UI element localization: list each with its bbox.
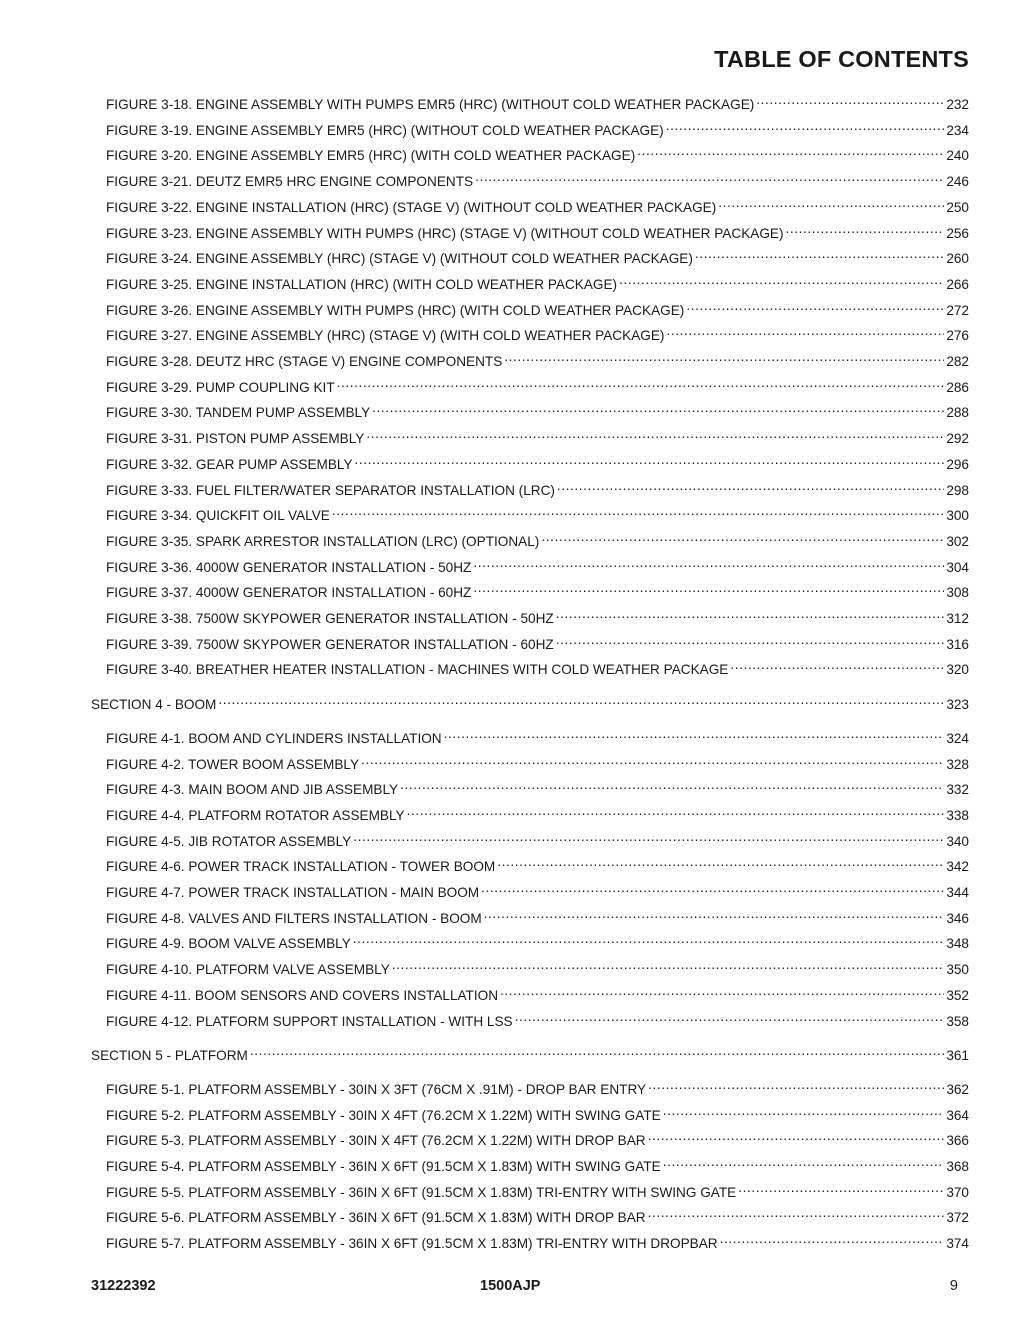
toc-figure-entry[interactable] xyxy=(106,245,969,268)
toc-entry-page: 344 xyxy=(946,885,969,900)
toc-leader-dots xyxy=(666,117,945,135)
toc-entry-label: FIGURE 3-37. 4000W GENERATOR INSTALLATION - 60HZ xyxy=(106,585,472,601)
toc-figure-entry[interactable] xyxy=(106,297,969,320)
toc-leader-dots xyxy=(481,879,944,897)
toc-entry-page: 362 xyxy=(946,1081,969,1097)
toc-entry-page: 324 xyxy=(946,730,969,746)
toc-entry-label: FIGURE 4-5. JIB ROTATOR ASSEMBLY xyxy=(106,833,352,849)
toc-entry-label: FIGURE 3-20. ENGINE ASSEMBLY EMR5 (HRC) (WITH COLD WEATHER PACKAGE) xyxy=(106,148,636,164)
toc-leader-dots xyxy=(718,194,944,212)
toc-leader-dots xyxy=(515,1008,945,1026)
page-title: TABLE OF CONTENTS xyxy=(714,46,969,72)
toc-entry-page: 272 xyxy=(946,302,969,318)
toc-entry-label: SECTION 5 - PLATFORM xyxy=(91,1047,248,1063)
toc-figure-entry[interactable] xyxy=(106,271,969,294)
toc-figure-entry[interactable] xyxy=(106,930,969,953)
toc-leader-dots xyxy=(353,930,945,948)
toc-figure-entry[interactable] xyxy=(106,528,969,551)
toc-leader-dots xyxy=(637,142,944,160)
toc-entry-label: FIGURE 4-6. POWER TRACK INSTALLATION - TOWER BOOM xyxy=(106,859,496,875)
toc-entry-label: FIGURE 3-32. GEAR PUMP ASSEMBLY xyxy=(106,456,353,472)
toc-leader-dots xyxy=(663,1153,945,1171)
toc-entry-page: 300 xyxy=(946,508,969,524)
toc-entry-label: FIGURE 3-22. ENGINE INSTALLATION (HRC) (STAGE V) (WITHOUT COLD WEATHER PACKAGE) xyxy=(106,199,717,215)
toc-figure-entry[interactable] xyxy=(106,853,969,876)
toc-entry-page: 298 xyxy=(946,482,969,498)
toc-entry-page: 332 xyxy=(946,782,969,798)
toc-leader-dots xyxy=(504,348,944,366)
toc-figure-entry[interactable] xyxy=(106,956,969,979)
toc-leader-dots xyxy=(756,91,944,109)
toc-entry-label: FIGURE 5-6. PLATFORM ASSEMBLY - 36IN X 6FT (91.5CM X 1.83M) WITH DROP BAR xyxy=(106,1210,646,1226)
toc-entry-page: 250 xyxy=(946,199,969,215)
toc-figure-entry[interactable] xyxy=(106,477,969,500)
toc-leader-dots xyxy=(473,554,944,572)
toc-entry-label: FIGURE 3-35. SPARK ARRESTOR INSTALLATION (LRC) (OPTIONAL) xyxy=(106,533,540,549)
toc-entry-page: 340 xyxy=(946,833,969,849)
toc-entry-label: FIGURE 4-4. PLATFORM ROTATOR ASSEMBLY xyxy=(106,807,405,823)
toc-entry-page: 304 xyxy=(946,559,969,575)
footer-model: 1500AJP xyxy=(480,1278,541,1294)
toc-entry-label: FIGURE 4-7. POWER TRACK INSTALLATION - MAIN BOOM xyxy=(106,885,480,900)
toc-entry-label: FIGURE 4-12. PLATFORM SUPPORT INSTALLATION - WITH LSS xyxy=(106,1013,513,1029)
toc-figure-entry[interactable] xyxy=(106,1127,969,1150)
toc-leader-dots xyxy=(648,1204,945,1222)
toc-entry-page: 276 xyxy=(946,328,969,344)
toc-entry-label: FIGURE 3-18. ENGINE ASSEMBLY WITH PUMPS EMR5 (HRC) (WITHOUT COLD WEATHER PACKAGE) xyxy=(106,97,755,112)
toc-leader-dots xyxy=(475,168,944,186)
toc-leader-dots xyxy=(337,374,945,392)
toc-entry-page: 370 xyxy=(946,1184,969,1200)
toc-leader-dots xyxy=(473,579,944,597)
toc-entry-page: 282 xyxy=(946,354,969,369)
toc-entry-page: 366 xyxy=(946,1133,969,1149)
toc-figure-entry[interactable] xyxy=(106,322,969,345)
toc-entry-page: 348 xyxy=(946,936,969,952)
toc-figure-entry[interactable] xyxy=(106,194,969,217)
toc-leader-dots xyxy=(361,751,944,769)
footer-part-number: 31222392 xyxy=(91,1278,156,1294)
toc-entry-label: FIGURE 3-39. 7500W SKYPOWER GENERATOR INSTALLATION - 60HZ xyxy=(106,636,554,652)
toc-figure-entry[interactable] xyxy=(106,1204,969,1227)
toc-entry-label: FIGURE 3-23. ENGINE ASSEMBLY WITH PUMPS (HRC) (STAGE V) (WITHOUT COLD WEATHER PACKAGE) xyxy=(106,225,784,241)
toc-entry-page: 364 xyxy=(946,1107,969,1123)
toc-leader-dots xyxy=(250,1042,944,1060)
toc-leader-dots xyxy=(400,776,944,794)
toc-figure-entry[interactable] xyxy=(106,579,969,602)
toc-entry-label: FIGURE 3-24. ENGINE ASSEMBLY (HRC) (STAGE V) (WITHOUT COLD WEATHER PACKAGE) xyxy=(106,251,693,267)
toc-entry-page: 260 xyxy=(946,251,969,267)
toc-figure-entry[interactable] xyxy=(106,751,969,774)
toc-section-entry[interactable] xyxy=(91,691,969,714)
toc-leader-dots xyxy=(332,502,944,520)
toc-entry-label: FIGURE 4-2. TOWER BOOM ASSEMBLY xyxy=(106,756,360,772)
toc-leader-dots xyxy=(556,631,945,649)
toc-entry-page: 368 xyxy=(946,1159,969,1174)
toc-leader-dots xyxy=(484,905,945,923)
toc-entry-page: 361 xyxy=(946,1047,969,1063)
toc-entry-label: FIGURE 4-9. BOOM VALVE ASSEMBLY xyxy=(106,936,351,952)
toc-figure-entry[interactable] xyxy=(106,374,969,397)
toc-leader-dots xyxy=(738,1179,944,1197)
toc-leader-dots xyxy=(686,297,944,315)
toc-figure-entry[interactable] xyxy=(106,117,969,140)
toc-figure-entry[interactable] xyxy=(106,776,969,799)
toc-entry-label: FIGURE 3-30. TANDEM PUMP ASSEMBLY xyxy=(106,405,371,421)
toc-leader-dots xyxy=(556,605,945,623)
toc-figure-entry[interactable] xyxy=(106,348,969,371)
toc-figure-entry[interactable] xyxy=(106,725,969,748)
toc-entry-page: 232 xyxy=(946,97,969,112)
toc-leader-dots xyxy=(619,271,944,289)
toc-entry-label: FIGURE 5-2. PLATFORM ASSEMBLY - 30IN X 4FT (76.2CM X 1.22M) WITH SWING GATE xyxy=(106,1107,661,1123)
toc-entry-label: FIGURE 5-7. PLATFORM ASSEMBLY - 36IN X 6FT (91.5CM X 1.83M) TRI-ENTRY WITH DROPBAR xyxy=(106,1236,718,1252)
toc-entry-page: 342 xyxy=(946,859,969,875)
toc-entry-label: FIGURE 3-26. ENGINE ASSEMBLY WITH PUMPS (HRC) (WITH COLD WEATHER PACKAGE) xyxy=(106,302,685,318)
toc-leader-dots xyxy=(730,656,944,674)
toc-entry-page: 266 xyxy=(946,276,969,292)
toc-figure-entry[interactable] xyxy=(106,1008,969,1031)
toc-entry-page: 308 xyxy=(946,585,969,601)
toc-figure-entry[interactable] xyxy=(106,828,969,851)
toc-entry-label: FIGURE 3-33. FUEL FILTER/WATER SEPARATOR INSTALLATION (LRC) xyxy=(106,482,555,498)
toc-entry-page: 346 xyxy=(946,910,969,926)
toc-entry-label: FIGURE 4-1. BOOM AND CYLINDERS INSTALLATION xyxy=(106,730,442,746)
toc-entry-label: FIGURE 4-3. MAIN BOOM AND JIB ASSEMBLY xyxy=(106,782,399,798)
toc-leader-dots xyxy=(786,220,945,238)
toc-leader-dots xyxy=(648,1127,945,1145)
toc-entry-label: FIGURE 4-8. VALVES AND FILTERS INSTALLATION - BOOM xyxy=(106,910,482,926)
toc-entry-label: FIGURE 3-21. DEUTZ EMR5 HRC ENGINE COMPONENTS xyxy=(106,174,474,190)
toc-figure-entry[interactable] xyxy=(106,91,969,114)
toc-entry-page: 312 xyxy=(946,611,969,626)
toc-leader-dots xyxy=(218,691,944,709)
toc-entry-page: 374 xyxy=(946,1236,969,1252)
toc-entry-label: FIGURE 5-5. PLATFORM ASSEMBLY - 36IN X 6FT (91.5CM X 1.83M) TRI-ENTRY WITH SWING GATE xyxy=(106,1184,737,1200)
toc-figure-entry[interactable] xyxy=(106,168,969,191)
toc-entry-label: FIGURE 5-3. PLATFORM ASSEMBLY - 30IN X 4FT (76.2CM X 1.22M) WITH DROP BAR xyxy=(106,1133,646,1149)
toc-figure-entry[interactable] xyxy=(106,1179,969,1202)
toc-entry-page: 240 xyxy=(946,148,969,164)
toc-entry-label: FIGURE 3-29. PUMP COUPLING KIT xyxy=(106,379,335,395)
toc-figure-entry[interactable] xyxy=(106,905,969,928)
toc-figure-entry[interactable] xyxy=(106,220,969,243)
toc-figure-entry[interactable] xyxy=(106,802,969,825)
toc-figure-entry[interactable] xyxy=(106,1230,969,1253)
toc-figure-entry[interactable] xyxy=(106,631,969,654)
toc-entry-page: 246 xyxy=(946,174,969,190)
toc-leader-dots xyxy=(666,322,944,340)
toc-figure-entry[interactable] xyxy=(106,1102,969,1125)
toc-leader-dots xyxy=(557,477,944,495)
toc-entry-page: 323 xyxy=(946,696,969,712)
toc-entry-label: FIGURE 3-28. DEUTZ HRC (STAGE V) ENGINE COMPONENTS xyxy=(106,354,503,369)
toc-entry-page: 256 xyxy=(946,225,969,241)
toc-leader-dots xyxy=(392,956,945,974)
toc-entry-page: 302 xyxy=(946,533,969,549)
toc-figure-entry[interactable] xyxy=(106,142,969,165)
toc-entry-page: 316 xyxy=(946,636,969,652)
toc-entry-label: FIGURE 4-10. PLATFORM VALVE ASSEMBLY xyxy=(106,962,390,978)
toc-entry-page: 350 xyxy=(946,962,969,978)
toc-leader-dots xyxy=(444,725,945,743)
toc-figure-entry[interactable] xyxy=(106,1153,969,1176)
toc-figure-entry[interactable] xyxy=(106,605,969,628)
toc-leader-dots xyxy=(407,802,945,820)
toc-entry-label: FIGURE 3-25. ENGINE INSTALLATION (HRC) (WITH COLD WEATHER PACKAGE) xyxy=(106,276,618,292)
footer-page-number: 9 xyxy=(949,1278,958,1294)
toc-entry-page: 352 xyxy=(946,987,969,1003)
toc-entry-label: FIGURE 3-38. 7500W SKYPOWER GENERATOR INSTALLATION - 50HZ xyxy=(106,611,554,626)
toc-entry-label: FIGURE 3-31. PISTON PUMP ASSEMBLY xyxy=(106,431,365,447)
toc-figure-entry[interactable] xyxy=(106,554,969,577)
toc-leader-dots xyxy=(648,1076,944,1094)
toc-entry-page: 234 xyxy=(946,122,969,138)
toc-figure-entry[interactable] xyxy=(106,399,969,422)
toc-entry-page: 320 xyxy=(946,662,969,678)
toc-leader-dots xyxy=(541,528,944,546)
toc-entry-label: FIGURE 5-1. PLATFORM ASSEMBLY - 30IN X 3FT (76CM X .91M) - DROP BAR ENTRY xyxy=(106,1081,647,1097)
toc-entry-label: FIGURE 3-34. QUICKFIT OIL VALVE xyxy=(106,508,330,524)
toc-entry-page: 328 xyxy=(946,756,969,772)
toc-leader-dots xyxy=(695,245,944,263)
toc-entry-label: FIGURE 3-27. ENGINE ASSEMBLY (HRC) (STAGE V) (WITH COLD WEATHER PACKAGE) xyxy=(106,328,665,344)
toc-entry-page: 292 xyxy=(946,431,969,447)
toc-entry-page: 286 xyxy=(946,379,969,395)
toc-leader-dots xyxy=(720,1230,945,1248)
toc-entry-page: 338 xyxy=(946,807,969,823)
toc-leader-dots xyxy=(355,451,945,469)
toc-entry-label: SECTION 4 - BOOM xyxy=(91,696,217,712)
toc-figure-entry[interactable] xyxy=(106,656,969,679)
toc-entry-label: FIGURE 5-4. PLATFORM ASSEMBLY - 36IN X 6FT (91.5CM X 1.83M) WITH SWING GATE xyxy=(106,1159,661,1174)
toc-entry-page: 288 xyxy=(946,405,969,421)
toc-entry-label: FIGURE 3-36. 4000W GENERATOR INSTALLATION - 50HZ xyxy=(106,559,472,575)
toc-figure-entry[interactable] xyxy=(106,451,969,474)
toc-leader-dots xyxy=(663,1102,945,1120)
toc-figure-entry[interactable] xyxy=(106,425,969,448)
toc-leader-dots xyxy=(372,399,944,417)
toc-entry-label: FIGURE 4-11. BOOM SENSORS AND COVERS INSTALLATION xyxy=(106,987,499,1003)
toc-entry-page: 372 xyxy=(946,1210,969,1226)
toc-entry-label: FIGURE 3-40. BREATHER HEATER INSTALLATION - MACHINES WITH COLD WEATHER PACKAGE xyxy=(106,662,729,678)
toc-figure-entry[interactable] xyxy=(106,982,969,1005)
toc-entry-label: FIGURE 3-19. ENGINE ASSEMBLY EMR5 (HRC) (WITHOUT COLD WEATHER PACKAGE) xyxy=(106,122,664,138)
toc-leader-dots xyxy=(497,853,944,871)
toc-leader-dots xyxy=(500,982,944,1000)
toc-entry-page: 296 xyxy=(946,456,969,472)
toc-figure-entry[interactable] xyxy=(106,502,969,525)
toc-figure-entry[interactable] xyxy=(106,879,969,902)
toc-entry-page: 358 xyxy=(946,1013,969,1029)
toc-section-entry[interactable] xyxy=(91,1042,969,1065)
toc-figure-entry[interactable] xyxy=(106,1076,969,1099)
toc-leader-dots xyxy=(353,828,944,846)
toc-leader-dots xyxy=(366,425,944,443)
